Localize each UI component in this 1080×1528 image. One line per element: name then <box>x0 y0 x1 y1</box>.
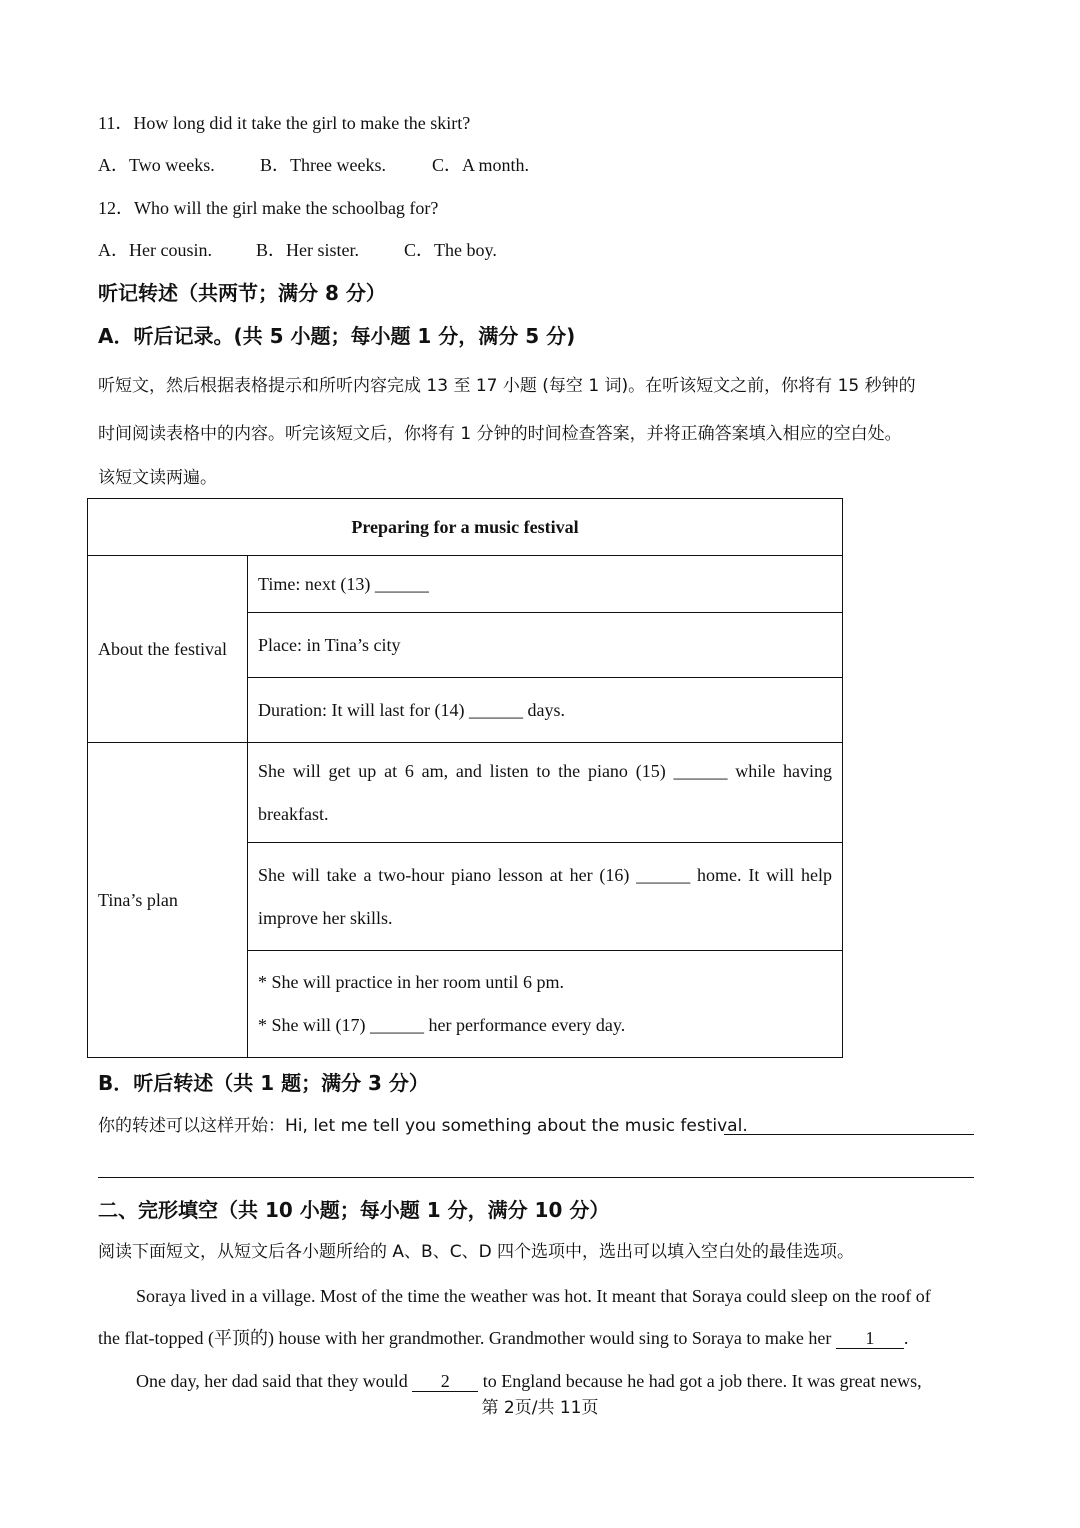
passage-line-3-post: to England because he had got a job there. It was great news, <box>482 1371 922 1391</box>
plan-morning-line-1: She will get up at 6 am, and listen to the piano (15) ______ while having <box>258 760 832 781</box>
plan-practice-line-1: * She will practice in her room until 6 pm. <box>258 972 564 992</box>
cloze-blank-2[interactable]: 2 <box>412 1371 478 1392</box>
plan-lesson-line-2: improve her skills. <box>258 907 393 928</box>
cloze-blank-1[interactable]: 1 <box>836 1328 904 1349</box>
cloze-instruction: 阅读下面短文，从短文后各小题所给的 A、B、C、D 四个选项中，选出可以填入空白处的最佳选项。 <box>98 1242 855 1262</box>
question-11-stem: 11．How long did it take the girl to make the skirt? <box>98 113 471 133</box>
answer-line-1[interactable] <box>724 1134 974 1135</box>
table-title: Preparing for a music festival <box>88 499 843 556</box>
section-listen-retell-heading: 听记转述（共两节；满分 8 分） <box>98 281 386 305</box>
row-label-tina-plan: Tina’s plan <box>88 743 248 1058</box>
q11-option-a[interactable]: A．Two weeks. <box>98 155 215 175</box>
cell-place: Place: in Tina’s city <box>248 613 843 678</box>
q11-option-c[interactable]: C．A month. <box>432 155 530 175</box>
q12-option-a[interactable]: A．Her cousin. <box>98 240 212 260</box>
question-12-options <box>98 238 497 262</box>
cloze-heading: 二、完形填空（共 10 小题；每小题 1 分，满分 10 分） <box>98 1198 610 1222</box>
cell-plan-lesson[interactable] <box>248 843 843 951</box>
cell-duration[interactable]: Duration: It will last for (14) ______ days. <box>248 678 843 743</box>
question-12-stem: 12．Who will the girl make the schoolbag for? <box>98 198 439 218</box>
page-footer: 第 2页/共 11页 <box>481 1398 599 1418</box>
question-11-options <box>98 153 529 177</box>
part-b-heading: B．听后转述（共 1 题；满分 3 分） <box>98 1071 429 1095</box>
passage-line-3-pre: One day, her dad said that they would <box>136 1371 408 1391</box>
plan-morning-line-2: breakfast. <box>258 803 329 824</box>
plan-practice-line-2: * She will (17) ______ her performance every day. <box>258 1015 626 1035</box>
part-a-instruction-2: 时间阅读表格中的内容。听完该短文后，你将有 1 分钟的时间检查答案，并将正确答案填入相应的空白处。 <box>98 424 902 444</box>
cell-time[interactable]: Time: next (13) ______ <box>248 556 843 613</box>
passage-line-2-text: the flat-topped (平顶的) house with her grandmother. Grandmother would sing to Soraya to make her <box>98 1328 832 1348</box>
cell-plan-practice[interactable] <box>248 951 843 1058</box>
plan-lesson-line-1: She will take a two-hour piano lesson at her (16) ______ home. It will help <box>258 864 832 885</box>
q12-option-b[interactable]: B．Her sister. <box>256 240 359 260</box>
passage-line-3 <box>136 1369 922 1393</box>
part-a-instruction-3: 该短文读两遍。 <box>98 468 217 488</box>
q12-option-c[interactable]: C．The boy. <box>404 240 497 260</box>
festival-table <box>87 498 843 1058</box>
part-a-heading: A．听后记录。(共 5 小题；每小题 1 分，满分 5 分) <box>98 324 576 348</box>
part-b-prompt: 你的转述可以这样开始：Hi, let me tell you something about the music festival. <box>98 1116 748 1136</box>
row-label-about-festival: About the festival <box>88 556 248 743</box>
q11-option-b[interactable]: B．Three weeks. <box>260 155 386 175</box>
part-a-instruction-1: 听短文，然后根据表格提示和所听内容完成 13 至 17 小题 (每空 1 词)。在听该短文之前，你将有 15 秒钟的 <box>98 376 916 396</box>
passage-line-1: Soraya lived in a village. Most of the time the weather was hot. It meant that Soraya could sleep on the roof of <box>136 1286 931 1306</box>
answer-line-2[interactable] <box>98 1177 974 1178</box>
cell-plan-morning[interactable] <box>248 743 843 843</box>
part-b-prompt-line <box>98 1113 748 1138</box>
passage-line-2: the flat-topped (平顶的) house with her grandmother. Grandmother would sing to Soraya to make her 1 . <box>98 1328 909 1348</box>
